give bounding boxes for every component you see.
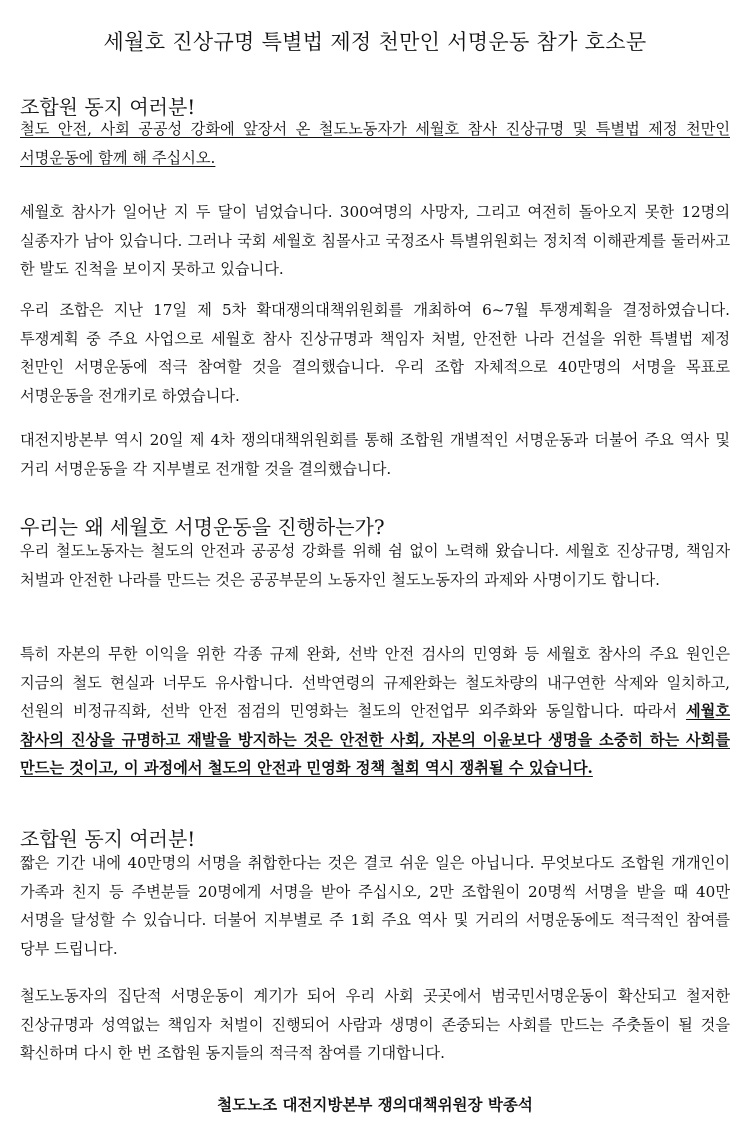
document-title: 세월호 진상규명 특별법 제정 천만인 서명운동 참가 호소문 bbox=[103, 30, 647, 54]
paragraph-union-decision: 우리 조합은 지난 17일 제 5차 확대쟁의대책위원회를 개최하여 6~7월 투쟁계획을 결정하였습니다. 투쟁계획 중 주요 사업으로 세월호 참사 진상규명과 책임자 처벌, 안전한 나라 건설을 위한 특별법 제정 천만인 서명운동에 적극 참여할 것을 결의했습니다. 우리 조합 자체적으로 40만명의 서명을 목표로 서명운동을 전개키로 하였습니다. bbox=[20, 301, 730, 405]
section-heading-comrades: 조합원 동지 여러분! bbox=[20, 95, 196, 119]
emphasis-statement: 세월호 참사의 진상을 규명하고 재발을 방지하는 것은 안전한 사회, 자본의 이윤보다 생명을 소중히 하는 사회를 만드는 것이고, 이 과정에서 철도의 안전과 민영화 정책 철회 역시 쟁취될 수 있습니다. bbox=[20, 702, 730, 777]
paragraph-railway-mission: 우리 철도노동자는 철도의 안전과 공공성 강화를 위해 쉼 없이 노력해 왔습니다. 세월호 진상규명, 책임자 처벌과 안전한 나라를 만드는 것은 공공부문의 노동자인 철도노동자의 과제와 사명이기도 합니다. bbox=[20, 542, 730, 589]
paragraph-disaster-status: 세월호 참사가 일어난 지 두 달이 넘었습니다. 300여명의 사망자, 그리고 여전히 돌아오지 못한 12명의 실종자가 남아 있습니다. 그러나 국회 세월호 침몰사고 국정조사 특별위원회는 정치적 이해관계를 둘러싸고 한 발도 진척을 보이지 못하고 있습니다. bbox=[20, 203, 730, 278]
paragraph-closing: 철도노동자의 집단적 서명운동이 계기가 되어 우리 사회 곳곳에서 범국민서명운동이 확산되고 철저한 진상규명과 성역없는 책임자 처벌이 진행되어 사람과 생명이 존중되는 사회를 만드는 주춧돌이 될 것을 확신하며 다시 한 번 조합원 동지들의 적극적 참여를 기대합니다. bbox=[20, 987, 730, 1062]
paragraph-deregulation bbox=[20, 640, 730, 783]
deregulation-text: 특히 자본의 무한 이익을 위한 각종 규제 완화, 선박 안전 검사의 민영화 등 세월호 참사의 주요 원인은 지금의 철도 현실과 너무도 유사합니다. 선박연령의 규제완화는 철도차량의 내구연한 삭제와 일치하고, 선원의 비정규직화, 선박 안전 점검의 민영화는 철도의 안전업무 외주화와 동일합니다. 따라서 bbox=[20, 645, 730, 720]
document-page bbox=[18, 0, 732, 1125]
section-heading-comrades-2: 조합원 동지 여러분! bbox=[20, 827, 196, 851]
paragraph-daejeon-branch: 대전지방본부 역시 20일 제 4차 쟁의대책위원회를 통해 조합원 개별적인 서명운동과 더불어 주요 역사 및 거리 서명운동을 각 지부별로 전개할 것을 결의했습니다. bbox=[20, 431, 730, 478]
signature: 철도노조 대전지방본부 쟁의대책위원장 박종석 bbox=[217, 1095, 533, 1114]
lead-appeal: 철도 안전, 사회 공공성 강화에 앞장서 온 철도노동자가 세월호 참사 진상규명 및 특별법 제정 천만인 서명운동에 함께 해 주십시오. bbox=[20, 120, 730, 167]
paragraph-signature-goal: 짧은 기간 내에 40만명의 서명을 취합한다는 것은 결코 쉬운 일은 아닙니다. 무엇보다도 조합원 개개인이 가족과 친지 등 주변분들 20명에게 서명을 받아 주십시오, 2만 조합원이 20명씩 서명을 받을 때 40만 서명을 달성할 수 있습니다. 더불어 지부별로 주 1회 주요 역사 및 거리의 서명운동에도 적극적인 참여를 당부 드립니다. bbox=[20, 854, 730, 958]
section-heading-why: 우리는 왜 세월호 서명운동을 진행하는가? bbox=[20, 515, 385, 539]
